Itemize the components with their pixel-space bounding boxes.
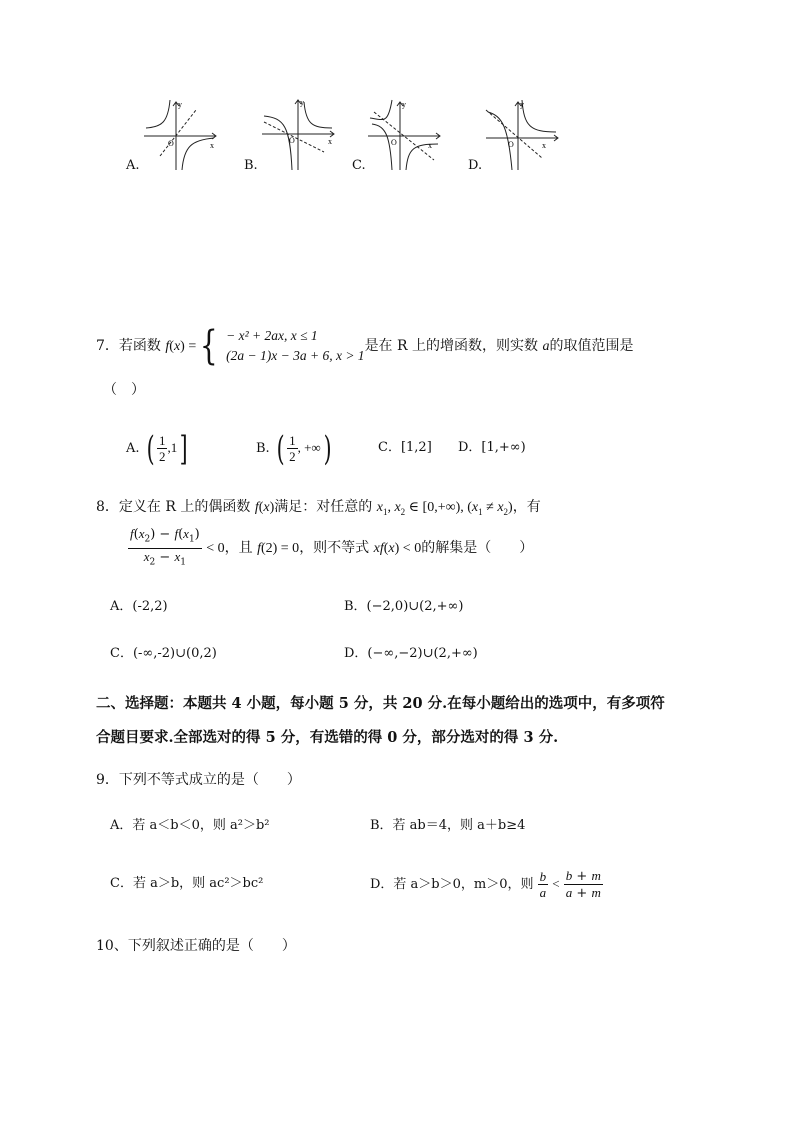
question-7-stem: 7．若函数 f(x) ={ − x² + 2ax, x ≤ 1 (2a − 1)x − 3a + 6, x > 1 是在 R 上的增函数，则实数 a的取值范围是 [96, 323, 634, 369]
q7-param: a [542, 339, 550, 354]
graph-a-figure [140, 96, 220, 172]
question-8-stem: 8．定义在 R 上的偶函数 f(x)满足：对任意的 $x_1$, $x_2$ ∈ [0,+∞), $(x_1 \ne x_2)$，有 [96, 499, 541, 517]
q7-brace: { [200, 323, 218, 369]
q7-stem-a: 若函数 [118, 338, 161, 354]
graph-d-origin: O [508, 140, 514, 149]
q7-number: 7． [96, 338, 119, 354]
q9-option-b: B．若 ab＝4，则 a＋b≥4 [370, 818, 526, 833]
q7-stem-b: 是在 R 上的增函数，则实数 [364, 338, 539, 354]
q7-blank: （ ） [103, 382, 145, 398]
q8-number: 8． [96, 499, 119, 515]
option-b-label: B. [244, 158, 258, 173]
q7-piece-1: − x² + 2ax, x ≤ 1 [226, 328, 318, 343]
q8-condition: $\frac{f(x_2) - f(x_1)}{x_2 - x_1}$ < 0，且 f(2) = 0，则不等式 xf(x) < 0的解集是（ ） [130, 526, 534, 568]
q9-option-a: A．若 a＜b＜0，则 a²＞b² [110, 818, 270, 833]
graph-c-y-label: y [402, 100, 406, 109]
graph-a-y-label: y [178, 100, 182, 109]
q7-piecewise [226, 326, 364, 366]
q8-stem-d: ，且 [224, 540, 253, 557]
graph-option-a [140, 96, 220, 172]
q8-option-c: C．(-∞,-2)∪(0,2) [110, 646, 217, 661]
graph-c-figure [364, 96, 444, 172]
graph-b-figure [258, 96, 338, 172]
q9-option-d-text: D．若 a＞b＞0，m＞0，则 [370, 877, 534, 892]
q9-option-c: C．若 a＞b，则 ac²＞bc² [110, 876, 264, 891]
q7-piece-2: (2a − 1)x − 3a + 6, x > 1 [226, 348, 365, 363]
graph-b-x-label: x [328, 137, 332, 146]
graph-option-c [364, 96, 444, 172]
q7-option-a: A. ( $\frac{1}{2}$ ,1] [126, 428, 188, 469]
q7-option-c: C．[1,2] [378, 440, 432, 455]
graph-a-origin: O [168, 139, 174, 148]
option-c-label: C. [352, 158, 366, 173]
graph-d-x-label: x [542, 141, 546, 150]
q9-option-d: D．若 a＞b＞0，m＞0，则 $\frac{b}{a}$ < $\frac{b + m}{a + m}$ [370, 868, 601, 901]
graph-option-d [482, 96, 562, 172]
q8-stem-c: ，有 [512, 499, 541, 515]
graph-option-b [258, 96, 338, 172]
q7-function: f [165, 339, 170, 354]
section-2-heading-line-2: 合题目要求.全部选对的得 5 分，有选错的得 0 分，部分选对的得 3 分. [96, 729, 559, 746]
option-a-label: A. [126, 158, 140, 173]
graph-c-x-label: x [428, 141, 432, 150]
section-2-heading-line-1: 二、选择题：本题共 4 小题，每小题 5 分，共 20 分.在每小题给出的选项中，有多项符 [96, 695, 665, 712]
q7-option-b-label: B. [256, 441, 270, 456]
q7-option-d: D．[1,+∞) [458, 440, 526, 455]
q8-stem-e: ，则不等式 [299, 540, 370, 557]
q8-stem-f: 的解集是（ ） [421, 540, 534, 557]
question-9-stem: 9．下列不等式成立的是（ ） [96, 772, 301, 788]
q7-option-b: B. ( $\frac{1}{2}$ , +∞) [256, 428, 332, 469]
graph-d-y-label: y [520, 100, 524, 109]
graph-b-y-label: y [300, 98, 304, 107]
q7-stem-c: 的取值范围是 [549, 338, 634, 354]
q8-stem-b: 满足：对任意的 [274, 499, 373, 515]
q7-option-a-label: A. [126, 441, 140, 456]
question-10-stem: 10、下列叙述正确的是（ ） [96, 938, 296, 954]
graph-b-origin: O [289, 136, 295, 145]
q8-option-d: D．(−∞,−2)∪(2,+∞) [344, 646, 478, 661]
q8-stem-a: 定义在 R 上的偶函数 [118, 499, 251, 515]
option-d-label: D. [468, 158, 483, 173]
graph-d-figure [482, 96, 562, 172]
q8-option-a: A．(-2,2) [110, 599, 168, 614]
graph-a-x-label: x [210, 141, 214, 150]
graph-c-origin: O [391, 138, 397, 147]
q8-option-b: B．(−2,0)∪(2,+∞) [344, 599, 464, 614]
